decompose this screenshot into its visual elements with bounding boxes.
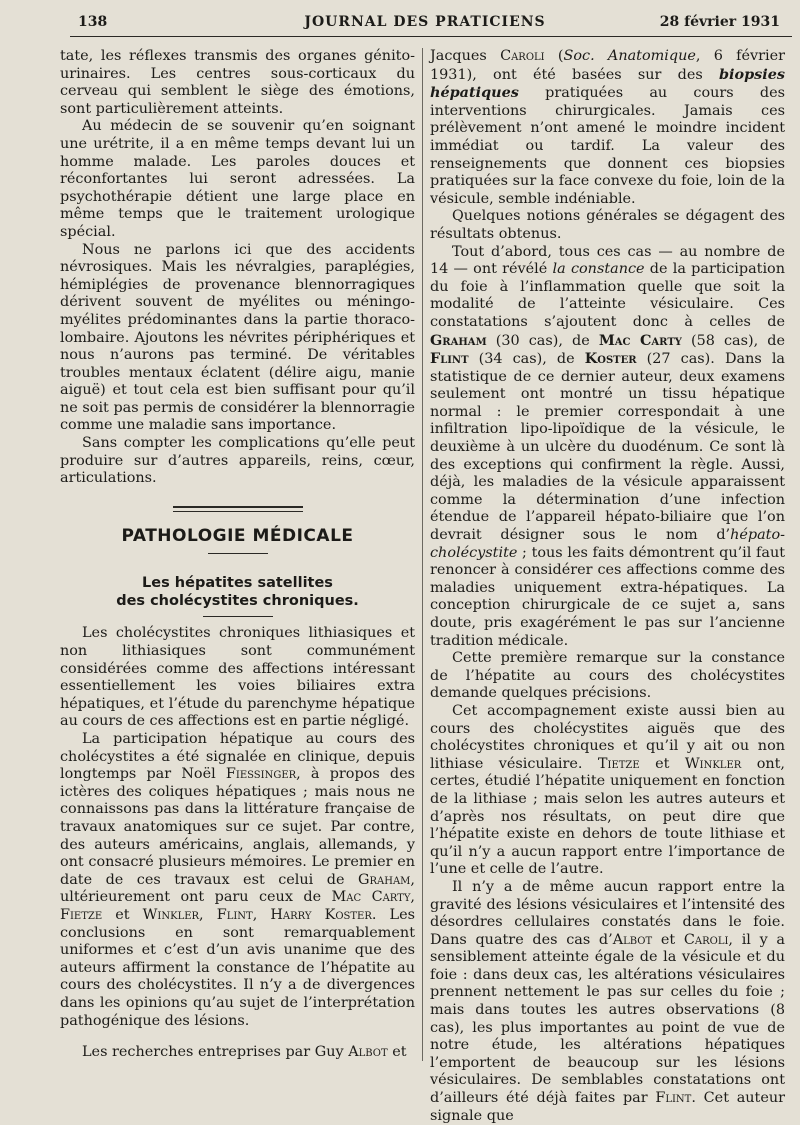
article-title-underline [203,616,273,617]
author-name: Mac Carty, Fietze [60,889,415,923]
paragraph: Il n’y a de même aucun rapport entre la gravité des lésions vésiculaires et l’intensité des désordres cellulaires constatés dans le foie. Dans quatre des cas d’Albot et Caroli, il y a sensiblement atteinte égale de la vésicule et du foie : dans deux cas, les altérations vésiculaires prennent nettement le pas sur celles du foie ; mais dans toutes les autres observations (8 cas), les plus importantes au point de vue de notre étude, les altérations hépatiques l’emportent de beaucoup sur les lésions vésiculaires. De semblables constatations ont d’ailleurs été déjà faites par Flint. Cet auteur signale que [430,878,786,1124]
author-name: Albot [348,1044,388,1061]
author-name: Winkler, Flint, Harry Koster [142,906,372,923]
section-separator [173,506,303,512]
column-divider [422,48,423,1061]
paragraph: Les cholécystites chroniques lithiasiques et non lithiasiques sont communément considérées comme des affections intéressant essentiellement les voies biliaires extra hépatiques, et l’étude du parenchyme hépatique au cours de ces affections est en partie négligé. [60,625,415,730]
author-name: Flint [655,1090,692,1107]
section-underline [208,553,268,554]
author-name: Koster [584,350,637,368]
page-number: 138 [78,14,108,30]
author-name: Caroli [683,931,729,948]
author-name: Tietze [597,755,640,772]
author-name: Albot [612,931,653,948]
author-name: Graham [430,331,487,349]
author-name: Caroli [500,48,545,64]
author-name: Mac Carty [598,331,682,349]
journal-title: JOURNAL DES PRATICIENS [304,14,546,30]
paragraph: Quelques notions générales se dégagent des résultats obtenus. [430,208,785,242]
paragraph: La participation hépatique au cours des cholécystites a été signalée en clinique, depuis longtemps par Noël Fiessinger, à propos des ictères des coliques hépatiques ; mais nous ne connaissons pas dans la littérature française de travaux anatomiques sur ce sujet. Par contre, des auteurs américains, anglais, allemands, y ont consacré plusieurs mémoires. Le premier en date de ces travaux est celui de Graham, ultérieurement ont paru ceux de Mac Carty, Fietze et Winkler, Flint, Harry Koster. Les conclusions en sont remarquablement uniformes et c’est d’un avis unanime que des auteurs affirment la constance de l’hépatite au cours des cholécystites. Il n’y a de divergences dans les opinions qu’au sujet de l’interprétation pathogénique des lésions. [60,731,415,1029]
article-title-line-1: Les hépatites satellites [142,575,333,592]
paragraph: Sans compter les complications qu’elle peut produire sur d’autres appareils, reins, cœur, articulations. [60,435,415,487]
paragraph: Les recherches entreprises par Guy Albot et [82,1044,407,1061]
author-name: Graham [357,871,411,888]
section-title: PATHOLOGIE MÉDICALE [121,525,354,546]
paragraph: Cet accompagnement existe aussi bien au cours des cholécystites aiguës que des cholécystites chroniques et qu’il y ait ou non lithiase vésiculaire. Tietze et Winkler ont, certes, étudié l’hépatite uniquement en fonction de la lithiase ; mais selon les autres auteurs et d’après nos résultats, on peut dire que l’hépatite existe en dehors de toute lithiase et qu’il n’y a aucun rapport entre l’importance de l’une et celle de l’autre. [430,702,785,878]
paragraph: Au médecin de se souvenir qu’en soignant une urétrite, il a en même temps devant lui un homme malade. Les paroles douces et réconfortantes lui seront adressées. La psychothérapie détient une large place en même temps que le traitement urologique spécial. [60,118,415,240]
paragraph: Cette première remarque sur la constance de l’hépatite au cours des cholécystites demande quelques précisions. [430,650,785,702]
paragraph: Nous ne parlons ici que des accidents névrosiques. Mais les névralgies, paraplégies, hémiplégies de provenance blennorragiques dérivent souvent de myélites ou méningo-myélites prédominantes dans la partie thoraco-lombaire. Ajoutons les névrites périphériques et nous n’aurons pas terminé. De véritables troubles mentaux éclatent (délire aigu, manie aiguë) et tout cela est bien suffisant pour qu’il ne soit pas permis de considérer la blennorragie comme une maladie sans importance. [60,241,415,434]
header-rule [70,36,792,37]
paragraph: tate, les réflexes transmis des organes génito-urinaires. Les centres sous-corticaux du cerveau qui semblent le siège des émotions, sont particulièrement atteints. [60,48,415,117]
article-title-line-2: des cholécystites chroniques. [116,593,359,610]
author-name: Winkler [684,755,742,772]
right-column [430,48,785,1125]
paragraph: Jacques Caroli (Soc. Anatomique, 6 février 1931), ont été basées sur des biopsies hépatiques pratiquées au cours des interventions chirurgicales. Jamais ces prélèvement n’ont amené le moindre incident immédiat ou tardif. La valeur des renseignements que donnent ces biopsies pratiquées sur la face convexe du foie, loin de la vésicule, semble indéniable. [430,48,785,207]
author-name: Flint [430,350,469,368]
issue-date: 28 février 1931 [659,14,780,30]
paragraph: Tout d’abord, tous ces cas — au nombre de 14 — ont révélé la constance de la participation du foie à l’inflammation quelle que soit la modalité de l’atteinte vésiculaire. Ces constatations s’ajoutent donc à celles de Graham (30 cas), de Mac Carty (58 cas), de Flint (34 cas), de Koster (27 cas). Dans la statistique de ce dernier auteur, deux examens seulement ont montré un tissu hépatique normal : le premier correspondait à une infiltration lipo-lipoïdique de la vésicule, le deuxième à un ulcère du duodénum. Ce sont là des exceptions qui confirment la règle. Aussi, déjà, les maladies de la vésicule apparaissent comme la détermination d’une infection étendue de l’appareil hépato-biliaire que l’on devrait désigner sous le nom d’hépato-cholécystite ; tous les faits démontrent qu’il faut renoncer à considérer ces affections comme des maladies uniquement extra-hépatiques. La conception chirurgicale de ce sujet a, sans doute, pris exagérément le pas sur l’ancienne tradition médicale. [430,243,785,649]
left-column [60,48,415,1062]
author-name: Fiessinger [225,766,297,783]
